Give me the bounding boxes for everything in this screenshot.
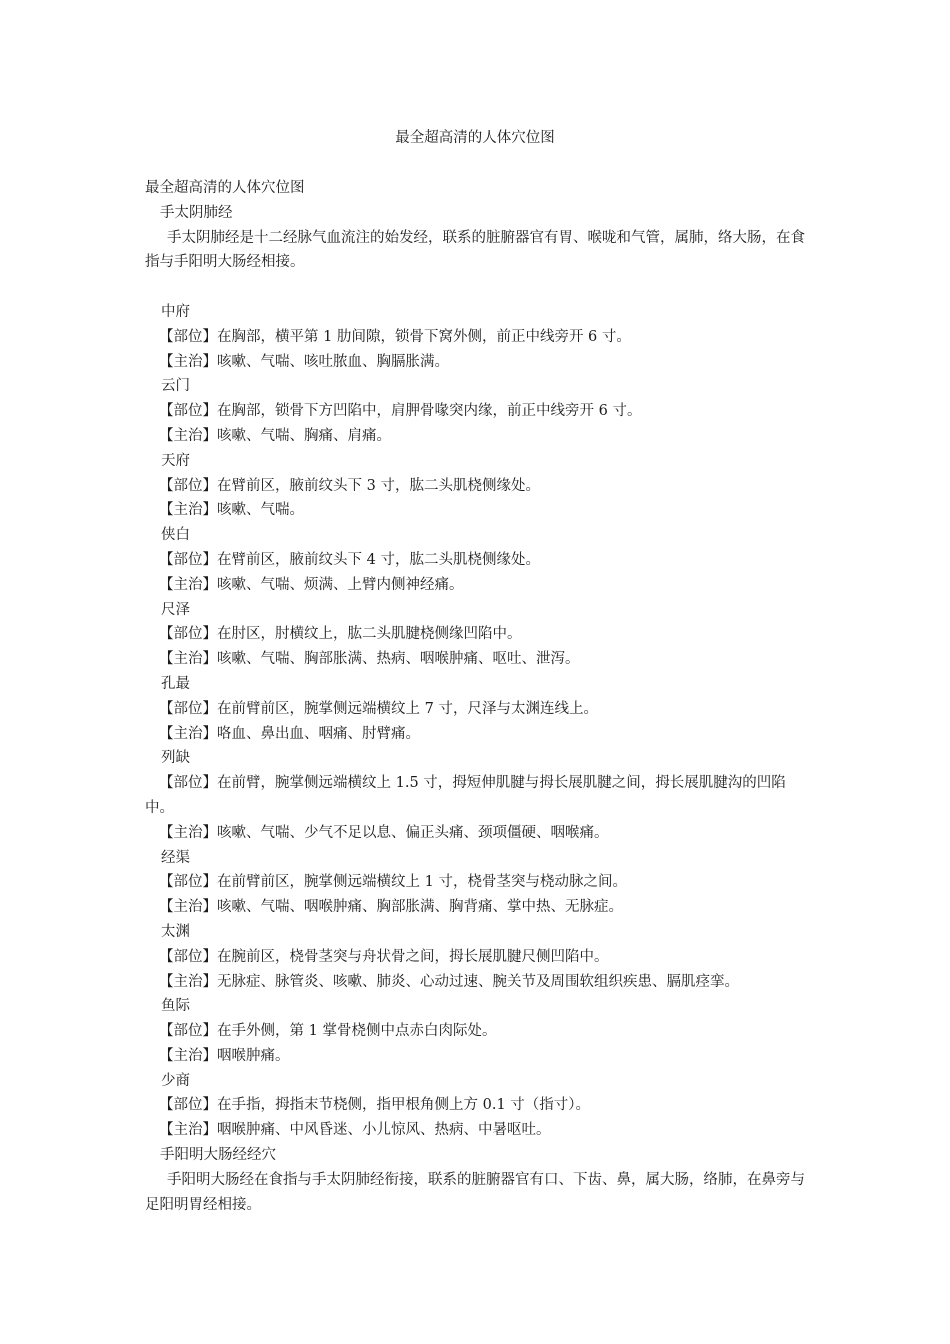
acupoint-name: 经渠 (161, 849, 190, 866)
meridian-heading: 手阳明大肠经经穴 (160, 1147, 276, 1164)
acupoint-indication: 【主治】无脉症、脉管炎、咳嗽、肺炎、心动过速、腕关节及周围软组织疾患、膈肌痉挛。 (159, 973, 739, 990)
acupoint-indication: 【主治】咳嗽、气喘、胸痛、肩痛。 (159, 427, 391, 444)
acupoint-location: 【部位】在胸部，锁骨下方凹陷中，肩胛骨喙突内缘，前正中线旁开 6 寸。 (159, 403, 642, 420)
acupoint-indication: 【主治】咽喉肿痛。 (159, 1047, 290, 1064)
acupoint-list (145, 300, 810, 1143)
meridian-intro: 手太阴肺经是十二经脉气血流注的始发经，联系的脏腑器官有胃、喉咙和气管，属肺，络大肠，在食指与手阳明大肠经相接。 (145, 229, 805, 271)
acupoint-location: 【部位】在臂前区，腋前纹头下 4 寸，肱二头肌桡侧缘处。 (159, 551, 540, 568)
acupoint-indication: 【主治】咳嗽、气喘、烦满、上臂内侧神经痛。 (159, 576, 464, 593)
acupoint-indication: 【主治】咳嗽、气喘、胸部胀满、热病、咽喉肿痛、呕吐、泄泻。 (159, 651, 580, 668)
acupoint-location: 【部位】在前臂前区，腕掌侧远端横纹上 7 寸，尺泽与太渊连线上。 (159, 700, 598, 717)
acupoint-location: 【部位】在手外侧，第 1 掌骨桡侧中点赤白肉际处。 (159, 1023, 497, 1040)
acupoint-name: 云门 (161, 378, 190, 395)
acupoint-location: 【部位】在手指，拇指末节桡侧，指甲根角侧上方 0.1 寸（指寸）。 (159, 1097, 591, 1114)
acupoint-name: 孔最 (161, 675, 190, 692)
acupoint-name: 鱼际 (161, 998, 190, 1015)
meridian-heading: 手太阴肺经 (160, 204, 233, 221)
acupoint-name: 侠白 (161, 527, 190, 544)
acupoint-indication: 【主治】咳嗽、气喘。 (159, 502, 304, 519)
acupoint-name: 列缺 (161, 750, 190, 767)
acupoint-name: 太渊 (161, 923, 190, 940)
acupoint-indication: 【主治】咳嗽、气喘、咽喉肿痛、胸部胀满、胸背痛、掌中热、无脉症。 (159, 899, 623, 916)
document-body (145, 176, 810, 1217)
acupoint-location: 【部位】在肘区，肘横纹上，肱二头肌腱桡侧缘凹陷中。 (159, 626, 522, 643)
acupoint-indication: 【主治】咽喉肿痛、中风昏迷、小儿惊风、热病、中暑呕吐。 (159, 1122, 551, 1139)
document-subtitle: 最全超高清的人体穴位图 (145, 180, 305, 196)
acupoint-name: 少商 (161, 1072, 190, 1089)
acupoint-name: 尺泽 (161, 601, 190, 618)
acupoint-location: 【部位】在前臂，腕掌侧远端横纹上 1.5 寸，拇短伸肌腱与拇长展肌腱之间，拇长展肌腱沟的凹陷中。 (145, 775, 786, 816)
acupoint-indication: 【主治】咳嗽、气喘、咳吐脓血、胸膈胀满。 (159, 353, 449, 370)
meridian-intro: 手阳明大肠经在食指与手太阴肺经衔接，联系的脏腑器官有口、下齿、鼻，属大肠，络肺，在鼻旁与足阳明胃经相接。 (145, 1171, 805, 1213)
acupoint-indication: 【主治】咯血、鼻出血、咽痛、肘臂痛。 (159, 725, 420, 742)
acupoint-location: 【部位】在腕前区，桡骨茎突与舟状骨之间，拇长展肌腱尺侧凹陷中。 (159, 948, 609, 965)
acupoint-name: 中府 (161, 303, 190, 320)
acupoint-indication: 【主治】咳嗽、气喘、少气不足以息、偏正头痛、颈项僵硬、咽喉痛。 (159, 824, 609, 841)
acupoint-location: 【部位】在臂前区，腋前纹头下 3 寸，肱二头肌桡侧缘处。 (159, 477, 540, 494)
document-title: 最全超高清的人体穴位图 (395, 130, 555, 146)
acupoint-location: 【部位】在胸部，横平第 1 肋间隙，锁骨下窝外侧，前正中线旁开 6 寸。 (159, 328, 631, 345)
acupoint-name: 天府 (161, 452, 190, 469)
acupoint-location: 【部位】在前臂前区，腕掌侧远端横纹上 1 寸，桡骨茎突与桡动脉之间。 (159, 874, 627, 891)
spacer (145, 275, 810, 300)
